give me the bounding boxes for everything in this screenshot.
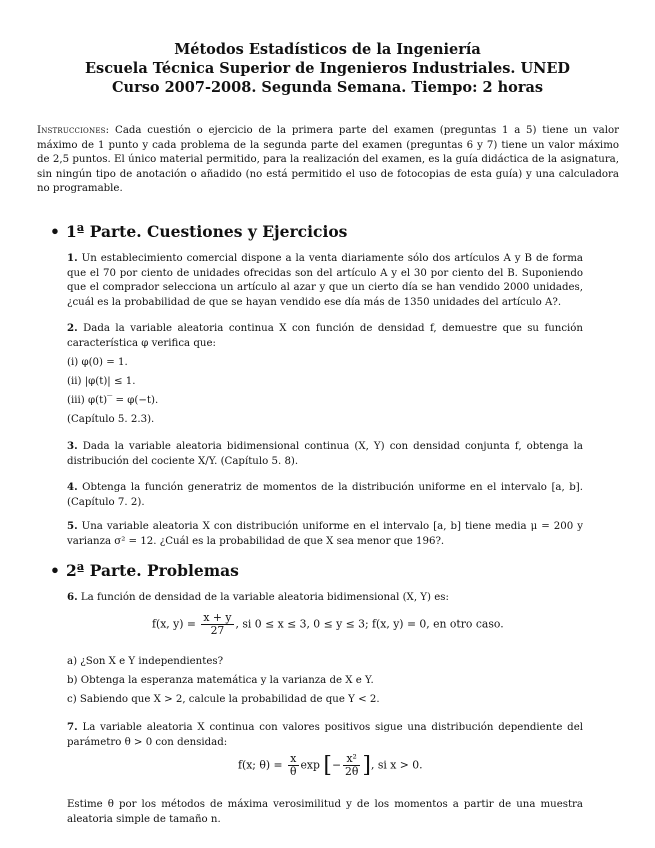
question-text: Dada la variable aleatoria bidimensional continua (X, Y) con densidad conjunta f, obtenga la distribución del cociente X/Y. (Capítulo 5. 8).	[67, 441, 583, 467]
eq-minus: −	[331, 758, 341, 772]
question-number: 6.	[67, 591, 78, 603]
q2-item-i: (i) φ(0) = 1.	[67, 357, 128, 368]
eq-right-bracket: ]	[362, 753, 371, 778]
question-number: 2.	[67, 322, 78, 334]
eq-exp: exp	[300, 758, 320, 772]
q6-density-equation	[152, 612, 504, 637]
question-3	[67, 439, 583, 469]
eq-fraction	[288, 753, 299, 778]
eq-numerator: x	[288, 753, 299, 766]
eq-fraction	[201, 612, 233, 637]
question-text: Un establecimiento comercial dispone a la venta diariamente sólo dos artículos A y B de forma que el 70 por ciento de unidades ofrecidas son del artículo A y el 30 por ciento del B. Suponiendo que el comprador selecciona un artículo al azar y que un cierto día se han vendido 2000 unidades, ¿cuál es la probabilidad de que se hayan vendido ese día más de 1350 unidades del artículo A?.	[67, 253, 583, 308]
eq-numerator-2: x²	[343, 753, 360, 766]
section-bullet: •	[50, 561, 60, 580]
q6-part-a: a) ¿Son X e Y independientes?	[67, 656, 224, 667]
question-number: 5.	[67, 520, 78, 532]
question-1	[67, 251, 583, 310]
question-number: 1.	[67, 252, 78, 264]
question-4	[67, 480, 583, 510]
instructions	[37, 124, 619, 197]
section-bullet: •	[50, 222, 60, 241]
header-course: Curso 2007-2008. Segunda Semana. Tiempo: 2 horas	[111, 79, 544, 96]
question-text: La función de densidad de la variable aleatoria bidimensional (X, Y) es:	[77, 592, 449, 603]
eq-right: , si x > 0.	[370, 758, 423, 772]
eq-denominator: θ	[290, 765, 297, 778]
q2-reference: (Capítulo 5. 2.3).	[67, 414, 155, 425]
eq-numerator: x + y	[203, 611, 232, 624]
eq-denominator: 27	[210, 624, 225, 637]
eq-left: f(x, y) =	[152, 617, 196, 631]
question-number: 4.	[67, 481, 78, 493]
eq-left-bracket: [	[323, 753, 332, 778]
question-7	[67, 720, 583, 750]
q7-density-equation	[238, 753, 423, 778]
eq-denominator-2: 2θ	[344, 765, 359, 778]
header-school: Escuela Técnica Superior de Ingenieros Industriales. UNED	[85, 60, 570, 77]
eq-left: f(x; θ) =	[238, 758, 283, 772]
question-5	[67, 519, 583, 549]
q6-part-c: c) Sabiendo que X > 2, calcule la probabilidad de que Y < 2.	[67, 694, 380, 705]
question-number: 3.	[67, 440, 78, 452]
question-text: La variable aleatoria X continua con valores positivos sigue una distribución dependiente del parámetro θ > 0 con densidad:	[67, 722, 583, 748]
question-text: Obtenga la función generatriz de momentos de la distribución uniforme en el intervalo [a, b]. (Capítulo 7. 2).	[67, 482, 583, 508]
section-title-part1: 1ª Parte. Cuestiones y Ejercicios	[66, 222, 348, 241]
question-text: Una variable aleatoria X con distribución uniforme en el intervalo [a, b] tiene media μ = 200 y varianza σ² = 12. ¿Cuál es la probabilidad de que X sea menor que 196?.	[67, 521, 583, 547]
instructions-text: Cada cuestión o ejercicio de la primera parte del examen (preguntas 1 a 5) tiene un valor máximo de 1 punto y cada problema de la segunda parte del examen (preguntas 6 y 7) tiene un valor máximo de 2,5 puntos. El único material permitido, para la realización del examen, es la guía didáctica de la asignatura, sin ningún tipo de anotación o añadido (no está permitido el uso de fotocopias de esta guía) y una calculadora no programable.	[37, 125, 619, 195]
instructions-label: Instrucciones:	[37, 125, 110, 136]
question-text: Dada la variable aleatoria continua X con función de densidad f, demuestre que su función característica φ verifica que:	[67, 323, 583, 349]
question-6	[67, 590, 583, 606]
question-2	[67, 321, 583, 351]
q2-item-ii: (ii) |φ(t)| ≤ 1.	[67, 376, 136, 387]
eq-right: , si 0 ≤ x ≤ 3, 0 ≤ y ≤ 3; f(x, y) = 0, en otro caso.	[235, 617, 504, 631]
q6-part-b: b) Obtenga la esperanza matemática y la varianza de X e Y.	[67, 675, 374, 686]
question-number: 7.	[67, 721, 78, 733]
section-title-part2: 2ª Parte. Problemas	[66, 561, 239, 580]
q2-item-iii: (iii) φ(t)‾ = φ(−t).	[67, 395, 159, 406]
eq-fraction-2	[343, 753, 360, 778]
exam-header	[0, 40, 655, 97]
q7-instruction: Estime θ por los métodos de máxima verosimilitud y de los momentos a partir de una muestra aleatoria simple de tamaño n.	[67, 799, 583, 825]
header-title: Métodos Estadísticos de la Ingeniería	[174, 41, 481, 58]
